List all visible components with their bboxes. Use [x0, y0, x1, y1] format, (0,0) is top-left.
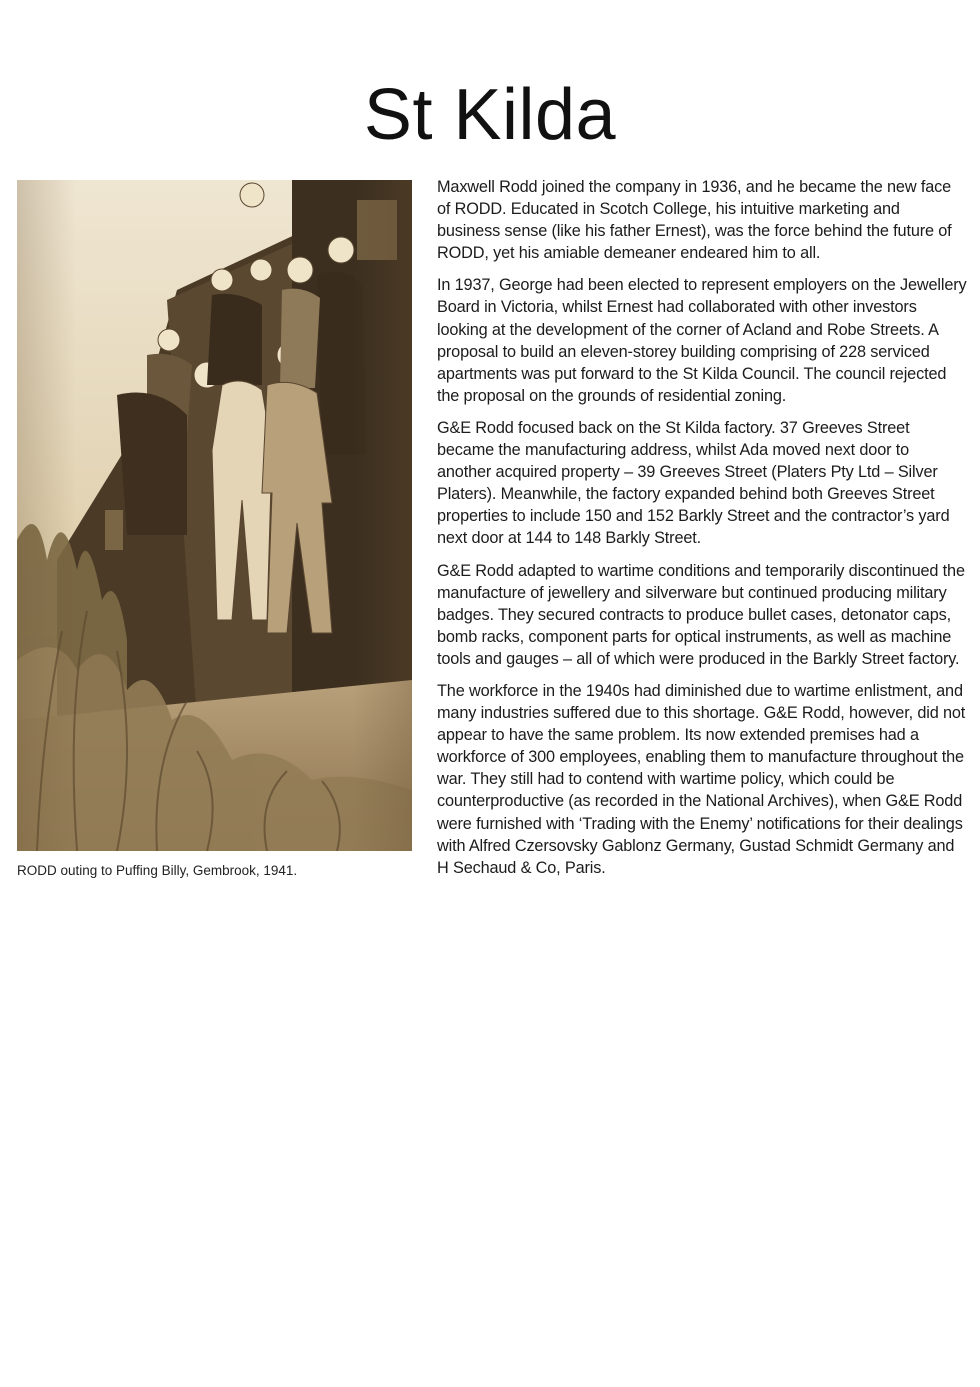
page-title: St Kilda: [363, 75, 617, 156]
paragraph: G&E Rodd focused back on the St Kilda factory. 37 Greeves Street became the manufacturing address, whilst Ada moved next door to another acquired property – 39 Greeves Street (Platers Pty Ltd – Silver Platers). Meanwhile, the factory expanded behind both Greeves Street properties to include 150 and 152 Barkly Street and the contractor’s yard next door at 144 to 148 Barkly Street.: [437, 418, 950, 548]
sepia-photo-illustration: [17, 180, 412, 851]
article-body: [437, 176, 967, 889]
paragraph: G&E Rodd adapted to wartime conditions and temporarily discontinued the manufacture of jewellery and silverware but continued producing military badges. They secured contracts to produce bullet cases, detonator caps, bomb racks, component parts for optical instruments, as well as machine tools and gauges – all of which were produced in the Barkly Street factory.: [437, 561, 965, 668]
paragraph: The workforce in the 1940s had diminished due to wartime enlistment, and many industries suffered due to this shortage. G&E Rodd, however, did not appear to have the same problem. Its now extended premises had a workforce of 300 employees, enabling them to manufacture throughout the war. They still had to contend with wartime policy, which could be counterproductive (as recorded in the National Archives), when G&E Rodd were furnished with ‘Trading with the Enemy’ notifications for their dealings with Alfred Czersovsky Gablonz Germany, Gustad Schmidt Germany and H Sechaud & Co, Paris.: [437, 681, 966, 877]
paragraph: In 1937, George had been elected to represent employers on the Jewellery Board in Victoria, whilst Ernest had collaborated with other investors looking at the development of the corner of Acland and Robe Streets. A proposal to build an eleven-storey building comprising of 228 serviced apartments was put forward to the St Kilda Council. The council rejected the proposal on the grounds of residential zoning.: [437, 276, 967, 405]
photo-caption: RODD outing to Puffing Billy, Gembrook, 1941.: [17, 863, 298, 878]
historic-photo: [17, 180, 412, 851]
paragraph: Maxwell Rodd joined the company in 1936, and he became the new face of RODD. Educated in Scotch College, his intuitive marketing and business sense (like his father Ernest), was the force behind the future of RODD, yet his amiable demeaner endeared him to all.: [437, 178, 952, 263]
